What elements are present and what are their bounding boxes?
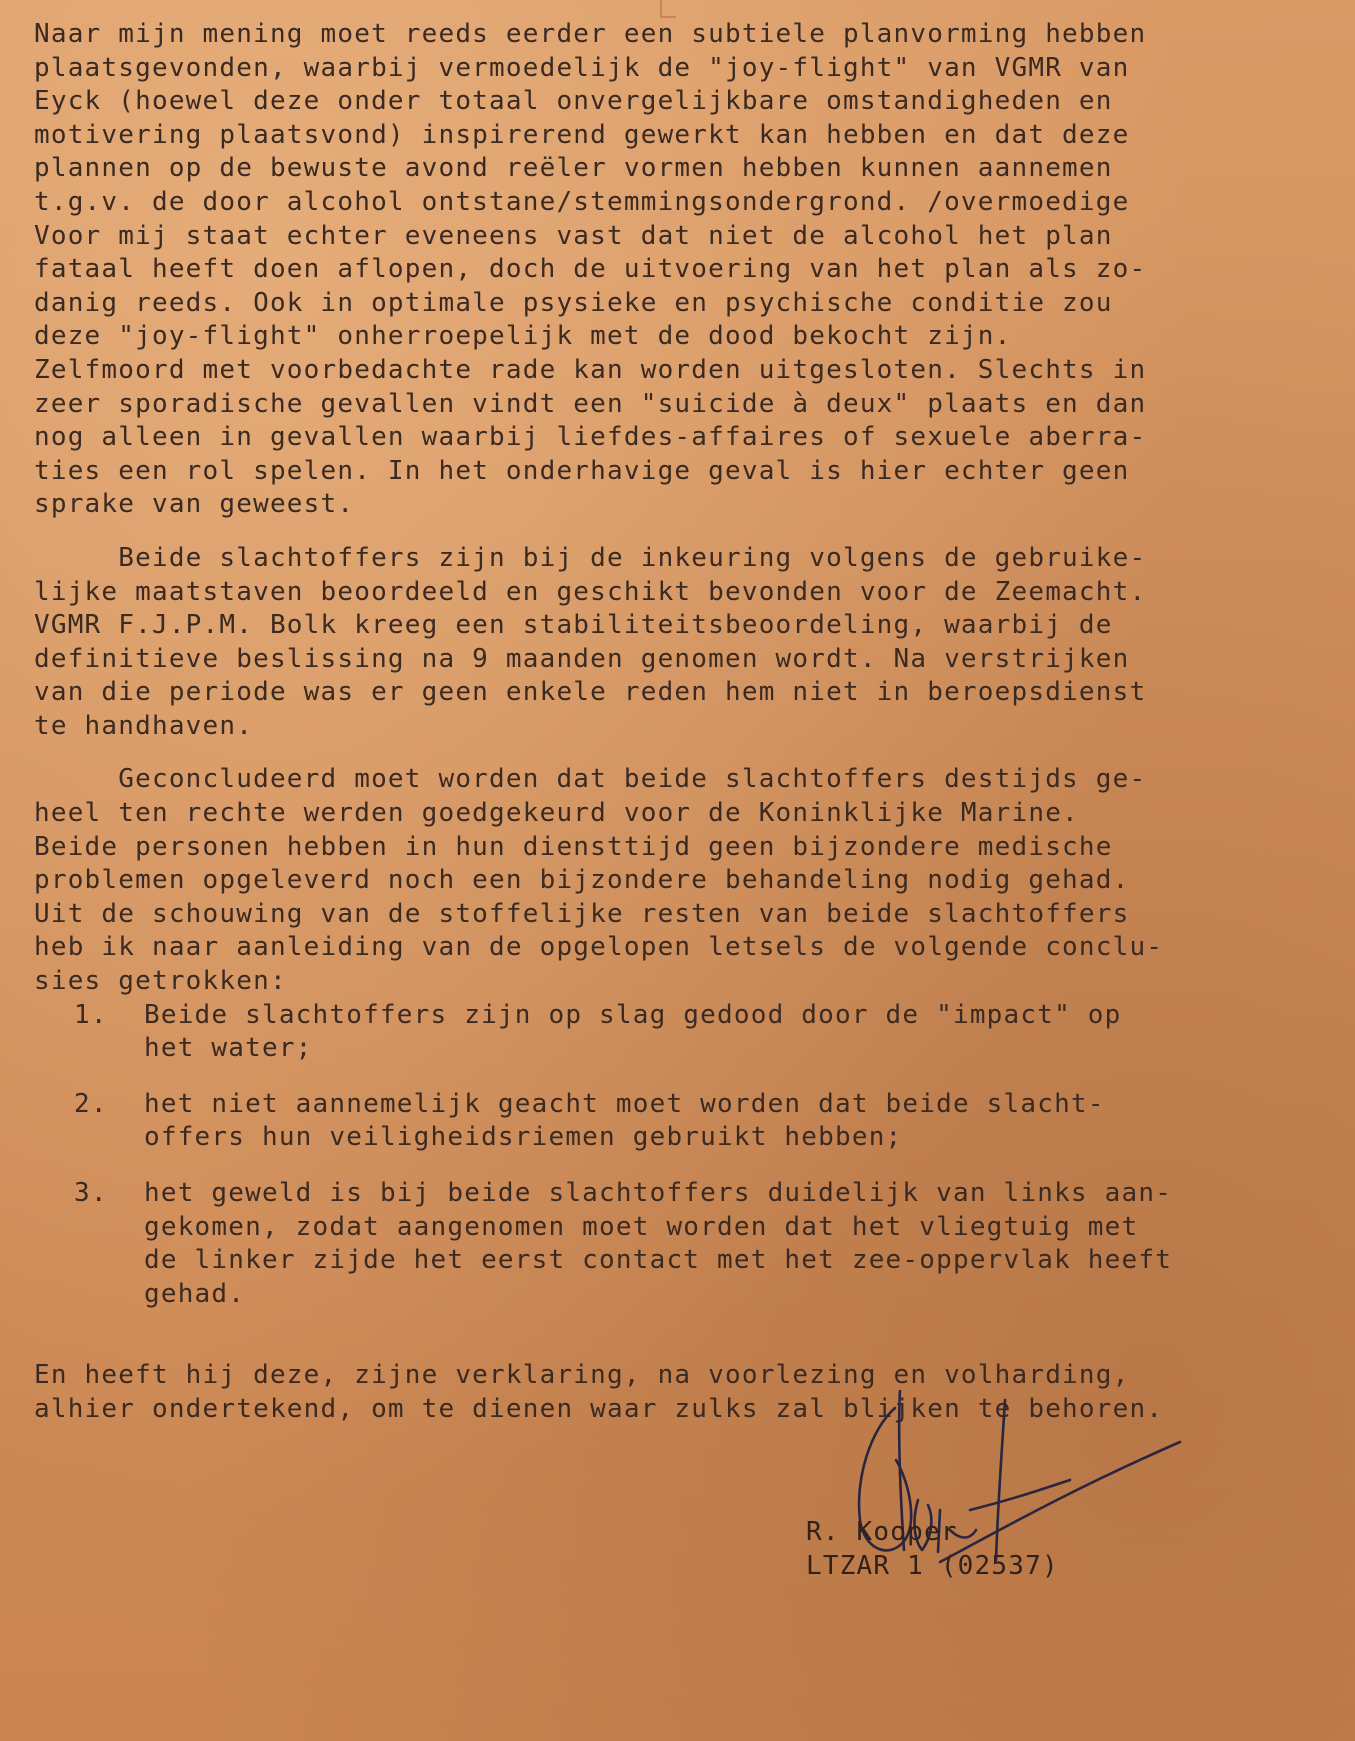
- text-line: Zelfmoord met voorbedachte rade kan worden uitgesloten. Slechts in: [34, 354, 1147, 385]
- text-line: Beide slachtoffers zijn bij de inkeuring volgens de gebruike-: [34, 542, 1147, 573]
- text-line: En heeft hij deze, zijne verklaring, na voorlezing en volharding,: [34, 1360, 1130, 1391]
- text-line: sies getrokken:: [34, 966, 287, 997]
- text-line: lijke maatstaven beoordeeld en geschikt bevonden voor de Zeemacht.: [34, 576, 1147, 607]
- text-line: te handhaven.: [34, 710, 254, 741]
- text-line: Beide personen hebben in hun diensttijd geen bijzondere medische: [34, 831, 1113, 862]
- list-item: [34, 999, 1324, 1066]
- document-body: [34, 18, 1324, 1427]
- text-line: gekomen, zodat aangenomen moet worden dat het vliegtuig met: [144, 1211, 1139, 1242]
- text-line: nog alleen in gevallen waarbij liefdes-affaires of sexuele aberra-: [34, 422, 1147, 453]
- paragraph-3: [34, 763, 1324, 998]
- text-line: heb ik naar aanleiding van de opgelopen letsels de volgende conclu-: [34, 932, 1164, 963]
- list-number: 2.: [74, 1088, 108, 1119]
- text-line: heel ten rechte werden goedgekeurd voor de Koninklijke Marine.: [34, 798, 1079, 829]
- text-line: het niet aannemelijk geacht moet worden dat beide slacht-: [144, 1088, 1105, 1119]
- text-line: sprake van geweest.: [34, 489, 355, 520]
- list-item: [34, 1177, 1324, 1311]
- text-line: alhier ondertekend, om te dienen waar zulks zal blijken te behoren.: [34, 1393, 1164, 1424]
- text-line: problemen opgeleverd noch een bijzondere behandeling nodig gehad.: [34, 865, 1130, 896]
- signatory-name: R. Kooper: [806, 1517, 958, 1547]
- text-line: offers hun veiligheidsriemen gebruikt hebben;: [144, 1122, 903, 1153]
- signatory-rank: LTZAR 1 (02537): [806, 1551, 1059, 1581]
- text-line: gehad.: [144, 1278, 246, 1309]
- text-line: definitieve beslissing na 9 maanden genomen wordt. Na verstrijken: [34, 643, 1130, 674]
- text-line: van die periode was er geen enkele reden hem niet in beroepsdienst: [34, 677, 1147, 708]
- paragraph-2: [34, 542, 1324, 744]
- text-line: Geconcludeerd moet worden dat beide slachtoffers destijds ge-: [34, 764, 1147, 795]
- text-line: zeer sporadische gevallen vindt een "suicide à deux" plaats en dan: [34, 388, 1147, 419]
- text-line: Beide slachtoffers zijn op slag gedood door de "impact" op: [144, 999, 1122, 1030]
- list-item: [34, 1088, 1324, 1155]
- text-line: Uit de schouwing van de stoffelijke resten van beide slachtoffers: [34, 898, 1130, 929]
- text-line: fataal heeft doen aflopen, doch de uitvoering van het plan als zo-: [34, 254, 1147, 285]
- text-line: ties een rol spelen. In het onderhavige geval is hier echter geen: [34, 455, 1130, 486]
- text-line: Voor mij staat echter eveneens vast dat niet de alcohol het plan: [34, 220, 1113, 251]
- text-line: de linker zijde het eerst contact met het zee-oppervlak heeft: [144, 1245, 1173, 1276]
- text-line: het water;: [144, 1033, 313, 1064]
- text-line: Naar mijn mening moet reeds eerder een subtiele planvorming hebben: [34, 19, 1147, 49]
- text-line: VGMR F.J.P.M. Bolk kreeg een stabiliteitsbeoordeling, waarbij de: [34, 610, 1113, 641]
- text-line: t.g.v. de door alcohol ontstane/stemmingsondergrond. /overmoedige: [34, 186, 1130, 217]
- text-line: Eyck (hoewel deze onder totaal onvergelijkbare omstandigheden en: [34, 86, 1113, 117]
- paragraph-1: [34, 18, 1324, 522]
- paper-tear-mark: [660, 0, 676, 18]
- text-line: het geweld is bij beide slachtoffers duidelijk van links aan-: [144, 1178, 1173, 1208]
- signature-block: [806, 1515, 1059, 1583]
- text-line: deze "joy-flight" onherroepelijk met de dood bekocht zijn.: [34, 321, 1012, 352]
- conclusions-list: [34, 999, 1324, 1312]
- list-number: 1.: [74, 999, 108, 1030]
- text-line: danig reeds. Ook in optimale psysieke en psychische conditie zou: [34, 287, 1113, 318]
- list-number: 3.: [74, 1178, 108, 1208]
- text-line: plaatsgevonden, waarbij vermoedelijk de "joy-flight" van VGMR van: [34, 52, 1130, 83]
- text-line: plannen op de bewuste avond reëler vormen hebben kunnen aannemen: [34, 153, 1113, 184]
- text-line: motivering plaatsvond) inspirerend gewerkt kan hebben en dat deze: [34, 119, 1130, 150]
